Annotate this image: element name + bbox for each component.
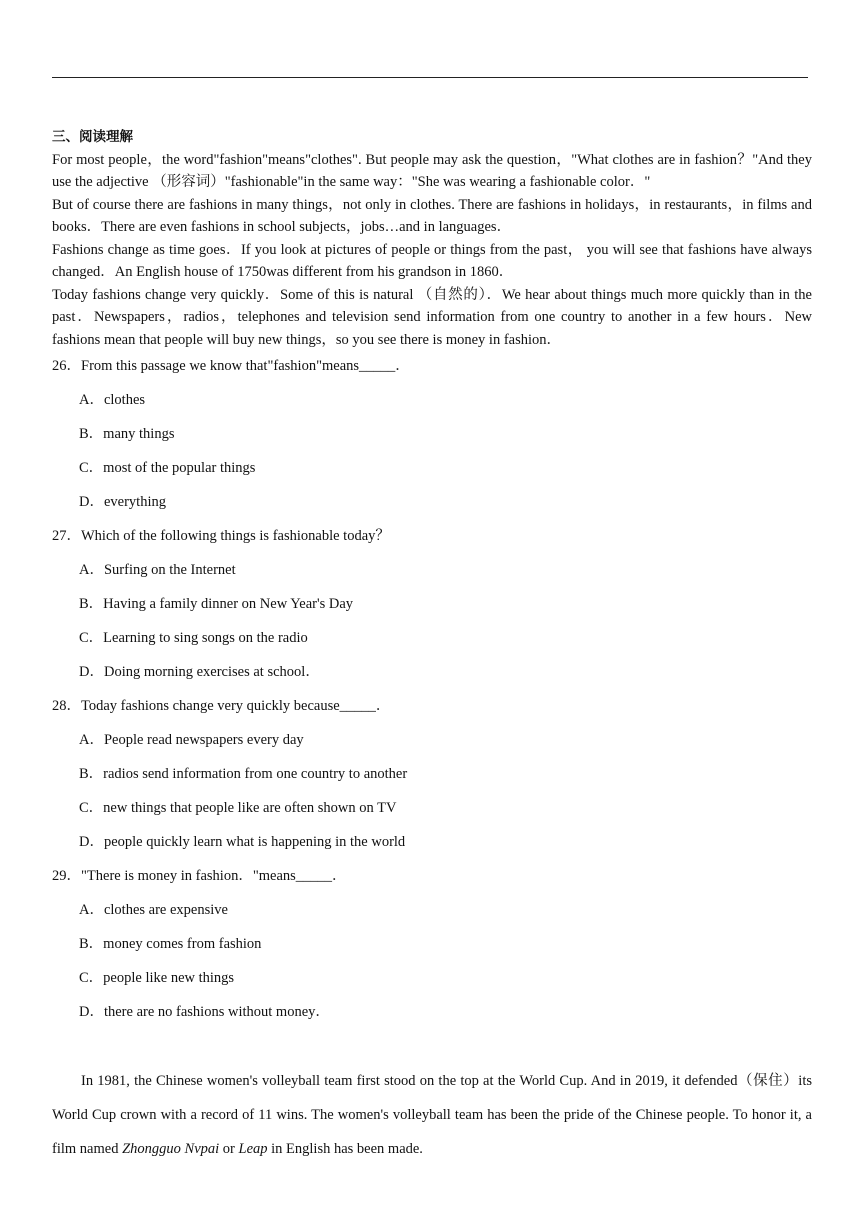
option-b: B．Having a family dinner on New Year's Day xyxy=(79,596,354,612)
question-stem: 27．Which of the following things is fashionable today？ xyxy=(52,528,390,544)
option-d: D．Doing morning exercises at school． xyxy=(79,664,320,680)
film-title-chinese: Zhongguo Nvpai xyxy=(122,1141,220,1157)
passage-2-text: In 1981, the Chinese women's volleyball team first stood on the top at the World Cup. And in 2019, it defended（保住）its World Cup crown with a record of 11 wins. The women's volleyball team has been the pride of the Chinese people. To honor it, a film named xyxy=(52,1073,812,1157)
film-title-english: Leap xyxy=(238,1141,268,1157)
passage-2-or: or xyxy=(219,1141,239,1157)
option-a: A．clothes are expensive xyxy=(79,902,228,918)
question-stem: 28．Today fashions change very quickly because_____． xyxy=(52,698,391,714)
option-d: D．there are no fashions without money． xyxy=(79,1004,330,1020)
option-c: C．new things that people like are often shown on TV xyxy=(79,800,397,816)
option-a: A．clothes xyxy=(79,392,146,408)
passage-2 xyxy=(52,1064,812,1166)
question-29 xyxy=(52,865,812,1023)
passage-paragraph: Today fashions change very quickly．Some of this is natural （自然的）．We hear about things much more quickly than in the past．Newspapers，radios，telephones and television send information from one country to another in a few hours．New fashions mean that people will buy new things，so you see there is money in fashion． xyxy=(52,286,812,348)
option-d: D．people quickly learn what is happening in the world xyxy=(79,834,406,850)
option-c: C．people like new things xyxy=(79,970,235,986)
option-b: B．money comes from fashion xyxy=(79,936,262,952)
question-stem: 26．From this passage we know that"fashion"means_____． xyxy=(52,358,410,374)
option-b: B．radios send information from one country to another xyxy=(79,766,408,782)
section-title: 三、阅读理解 xyxy=(52,129,133,145)
option-a: A．Surfing on the Internet xyxy=(79,562,236,578)
passage-2-text-end: in English has been made. xyxy=(267,1141,423,1157)
option-a: A．People read newspapers every day xyxy=(79,732,304,748)
passage-paragraph: But of course there are fashions in many things，not only in clothes. There are fashions in holidays，in restaurants，in films and books．There are even fashions in school subjects，jobs…and in languages． xyxy=(52,196,812,235)
question-28 xyxy=(52,695,812,853)
passage-1 xyxy=(52,149,812,352)
option-d: D．everything xyxy=(79,494,166,510)
option-b: B．many things xyxy=(79,426,175,442)
passage-paragraph: Fashions change as time goes．If you look at pictures of people or things from the past， you will see that fashions have always changed．An English house of 1750was different from his grandson in 1860． xyxy=(52,241,812,280)
question-list xyxy=(52,355,812,1023)
header-rule xyxy=(52,77,808,78)
option-c: C．Learning to sing songs on the radio xyxy=(79,630,308,646)
question-26 xyxy=(52,355,812,513)
passage-paragraph: For most people，the word"fashion"means"clothes". But people may ask the question，"What clothes are in fashion？"And they use the adjective （形容词）"fashionable"in the same way："She was wearing a fashionable color．" xyxy=(52,151,812,190)
question-27 xyxy=(52,525,812,683)
reading-section xyxy=(52,126,812,1023)
question-stem: 29．"There is money in fashion．"means_____． xyxy=(52,868,347,884)
option-c: C．most of the popular things xyxy=(79,460,256,476)
